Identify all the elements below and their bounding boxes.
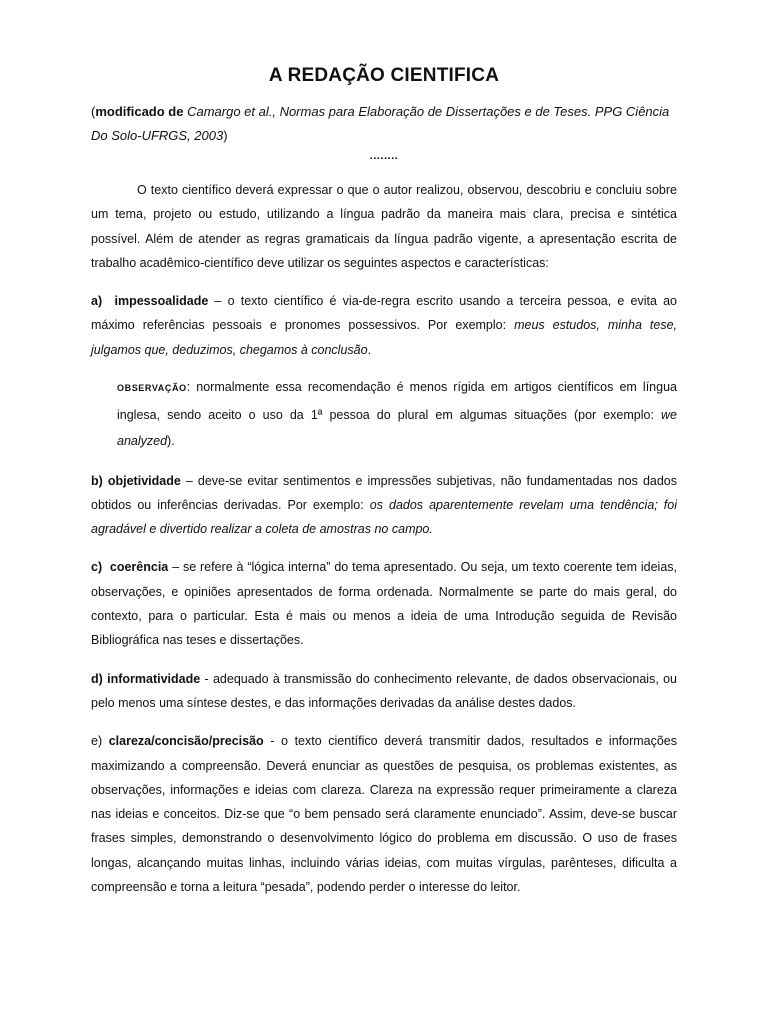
item-c-keyword: coerência xyxy=(109,560,169,575)
source-citation xyxy=(91,100,677,148)
item-a-end: . xyxy=(367,342,372,357)
item-e-keyword: clareza/concisão/precisão xyxy=(108,734,264,749)
item-d-text: - adequado à transmissão do conhecimento relevante, de dados observacionais, ou pelo menos uma síntese destes, e das informações derivadas da análise destes dados. xyxy=(91,671,677,710)
item-c-text: – se refere à “lógica interna” do tema apresentado. Ou seja, um texto coerente tem ideias, observações, e opiniões apresentados de forma ordenada. Normalmente se parte do mais geral, do contexto, para o particular. Esta é mais ou menos a ideia de uma Introdução seguida de Revisão Bibliográfica nas teses e dissertações. xyxy=(91,560,677,648)
intro-paragraph: O texto científico deverá expressar o que o autor realizou, observou, descobriu e concluiu sobre um tema, projeto ou estudo, utilizando a língua padrão da maneira mais clara, precisa e sintética possível. Além de atender as regras gramaticais da língua padrão vigente, a apresentação escrita de trabalho acadêmico-científico deve utilizar os seguintes aspectos e características: xyxy=(91,183,677,270)
item-c-label: c) xyxy=(91,560,103,575)
citation-reference: Camargo et al., Normas para Elaboração de Dissertações e de Teses. PPG Ciência Do Solo-UFRGS, 2003 xyxy=(91,104,670,143)
item-a-label: a) xyxy=(91,294,103,309)
document-title: A REDAÇÃO CIENTIFICA xyxy=(268,65,500,86)
section-separator: ........ xyxy=(369,150,399,162)
item-b-paragraph xyxy=(91,469,677,542)
item-e-text: - o texto científico deverá transmitir dados, resultados e informações maximizando a compreensão. Deverá enunciar as questões de pesquisa, os problemas existentes, as observações, informações e ideias com clareza. Clareza na expressão requer primeiramente a clareza nas ideias e conceitos. Diz-se que “o bem pensado será claramente enunciado”. Assim, deve-se buscar frases simples, demonstrando o desenvolvimento lógico do problema em discussão. O uso de frases longas, alcançando muitas linhas, incluindo várias ideias, com muitas vírgulas, parênteses, dificulta a compreensão e torna a leitura “pesada”, podendo perder o interesse do leitor. xyxy=(91,734,678,895)
item-a-keyword: impessoalidade xyxy=(114,294,209,309)
item-e-paragraph xyxy=(91,729,677,899)
observation-end: ). xyxy=(167,434,175,449)
observation-example: we analyzed xyxy=(117,407,677,449)
item-d-label: d) informatividade xyxy=(91,671,201,686)
observation-colon: : xyxy=(186,380,197,395)
citation-open-paren: ( xyxy=(91,104,96,119)
item-b-label: b) objetividade xyxy=(91,473,181,488)
observation-note xyxy=(117,374,677,455)
observation-text: normalmente essa recomendação é menos rígida em artigos científicos em língua inglesa, sendo aceito o uso da 1ª pessoa do plural em algumas situações (por exemplo: xyxy=(117,380,677,422)
item-a-paragraph xyxy=(91,289,677,362)
item-a-text: – o texto científico é via-de-regra escrito usando a terceira pessoa, e evita ao máximo referências pessoais e pronomes possessivos. Por exemplo: xyxy=(91,294,678,333)
citation-lead: modificado de xyxy=(95,104,188,119)
item-d-paragraph xyxy=(91,667,677,716)
item-b-text: – deve-se evitar sentimentos e impressões subjetivas, não fundamentadas nos dados obtidos ou inferências derivadas. Por exemplo: xyxy=(91,473,678,512)
observation-label: OBSERVAÇÃO xyxy=(117,383,187,394)
item-c-paragraph xyxy=(91,555,677,652)
citation-close-paren: ) xyxy=(223,128,228,143)
item-b-example: os dados aparentemente revelam uma tendência; foi agradável e divertido realizar a coleta de amostras no campo. xyxy=(91,497,677,537)
item-a-example: meus estudos, minha tese, julgamos que, deduzimos, chegamos à conclusão xyxy=(91,318,677,357)
item-e-prefix: e) xyxy=(91,734,109,749)
